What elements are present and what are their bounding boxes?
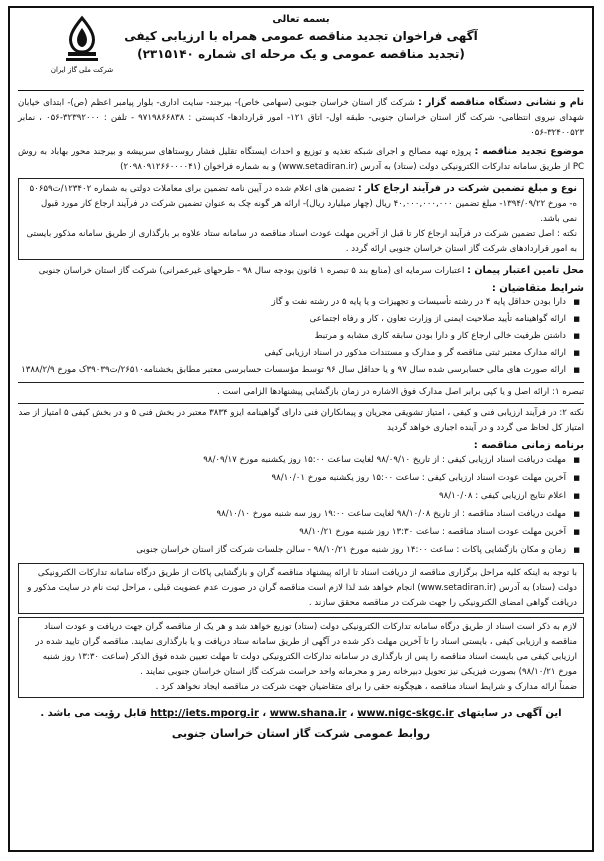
buyer-text: شرکت گاز استان خراسان جنوبی (سهامی خاص)- بیرجند- سایت اداری- بلوار پیامبر اعظم (ص)- ابتدای خیابان شهدای نیروی انتظامی- شرکت گاز استان خراسان جنوبی- طبقه اول- اتاق ۱۲۱- امور قراردادها- کدپستی : ۹۷۱۹۸۶۶۸۳۸ - تلفن : ۳۲۳۹۲۰۰۰-۰۵۶ ، نمابر ۳۲۴۰۰۵۲۳-۰۵۶ — [18, 98, 584, 138]
list-item: ■ داشتن ظرفیت خالی ارجاع کار و دارا بودن سابقه کاری مشابه و مرتبط — [18, 328, 566, 345]
list-item: ■ زمان و مکان بازگشایی پاکات : ساعت ۱۴:۰۰ روز شنبه مورخ ۹۸/۱۰/۲۱ - سالن جلسات شرکت گاز استان خراسان جنوبی — [18, 541, 566, 559]
subject-text: پروژه تهیه مصالح و اجرای شبکه تغذیه و توزیع و احداث ایستگاه تقلیل فشار روستاهای سربیشه و بیرجند محور بهاباد به روش PC از طریق سامانه تدارکات الکترونیکی دولت (ستاد) به آدرس (www.setadiran.ir) و به شماره فراخوان (۲۰۹۸۰۹۱۲۶۶۰۰۰۰۴۱) — [18, 147, 584, 172]
list-item: ■ آخرین مهلت عودت اسناد مناقصه : ساعت ۱۳:۳۰ روز شنبه مورخ ۹۸/۱۰/۲۱ — [18, 523, 566, 541]
list-item: ■ مهلت دریافت اسناد مناقصه : از تاریخ ۹۸/۱۰/۰۸ لغایت ساعت ۱۹:۰۰ روز سه شنبه مورخ ۹۸/۱۰/۱۰ — [18, 505, 566, 523]
conditions-note-2: نکته ۲: در فرآیند ارزیابی فنی و کیفی ، امتیاز تشویقی مجریان و پیمانکاران فنی دارای گواهینامه ایزو ۳۸۳۴ معتبر در بخش فنی ۵ و در بخش کیفی ۵ امتیاز از صد امتیاز کل لحاظ می گردد و در آینده اجباری خواهد گردید — [18, 403, 584, 436]
basmala: بسمه تعالی — [272, 14, 330, 25]
list-item: ■ آخرین مهلت عودت اسناد ارزیابی کیفی : ساعت ۱۵:۰۰ روز یکشنبه مورخ ۹۸/۱۰/۰۱ — [18, 469, 566, 487]
conditions-list — [18, 294, 584, 379]
funding-section — [18, 263, 584, 279]
tender-number: (تجدید مناقصه عمومی و یک مرحله ای شماره ۲۳۱۵۱۴۰) — [137, 47, 465, 61]
guarantee-box — [18, 178, 584, 260]
footer-signature: روابط عمومی شرکت گاز استان خراسان جنوبی — [171, 727, 431, 740]
subject-label: موضوع تجدید مناقصه : — [474, 146, 584, 157]
announcement-page — [8, 6, 594, 852]
page-title: آگهی فراخوان تجدید مناقصه عمومی همراه با ارزیابی کیفی — [124, 29, 478, 43]
conditions-note-1: تبصره ۱: ارائه اصل و یا کپی برابر اصل مدارک فوق الاشاره در زمان بازگشایی پیشنهادها الزامی است . — [18, 382, 584, 400]
nigc-logo — [22, 14, 142, 86]
list-item: ■ ارائه صورت های مالی حسابرسی شده سال ۹۷ و یا حداقل سال ۹۶ توسط مؤسسات حسابرسی معتبر مطابق بخشنامه۲۶۵۱۰/ت۳۹۰۳۹ک مورخ ۱۳۸۸/۲/۹ — [18, 362, 566, 379]
links-suffix: قابل رؤیت می باشد . — [40, 708, 147, 719]
remarks-paragraph-1: با توجه به اینکه کلیه مراحل برگزاری مناقصه از دریافت اسناد تا ارائه پیشنهاد مناقصه گران و بازگشایی پاکات از طریق درگاه سامانه تدارکات الکترونیکی دولت (ستاد) به آدرس (www.setadiran.ir) انجام خواهد شد لذا لازم است مناقصه گران در صورت عدم عضویت قبلی ، مراحل ثبت نام در سایت مذکور و دریافت گواهی امضای الکترونیکی را جهت شرکت در مناقصه محقق سازند . — [27, 568, 577, 608]
schedule-title: برنامه زمانی مناقصه : — [473, 440, 584, 451]
funding-text: اعتبارات سرمایه ای (منابع بند ۵ تبصره ۱ قانون بودجه سال ۹۸ - طرحهای غیرعمرانی) شرکت گاز استان خراسان جنوبی — [38, 266, 465, 276]
guarantee-text: تضمین های اعلام شده در آیین نامه تضمین برای معاملات دولتی به شماره ۱۲۳۴۰۲/ت۵۰۶۵۹ ه- مورخ ۱۳۹۴/۰۹/۲۲- مبلغ تضمین ۴۰,۰۰۰,۰۰۰,۰۰۰ ریال (چهار میلیارد ریال)- ارائه هر گونه چک به عنوان تضمین شرکت در فرآیند ارجاع کار مورد قبول نمی باشد. — [29, 184, 577, 224]
list-item: ■ مهلت دریافت اسناد ارزیابی کیفی : از تاریخ ۹۸/۰۹/۱۰ لغایت ساعت ۱۵:۰۰ روز یکشنبه مورخ ۹۸/۰۹/۱۷ — [18, 451, 566, 469]
remarks-paragraph-2: لازم به ذکر است اسناد از طریق درگاه سامانه تدارکات الکترونیکی دولت (ستاد) توزیع خواهد شد و هر یک از مناقصه گران جهت دریافت و عودت اسناد مناقصه و ارزیابی کیفی ، بایستی اسناد را تا آخرین مهلت ذکر شده در آگهی از طریق سامانه ستاد دریافت و یا بارگذاری نمایند. مناقصه گران تایید شده در ارزیابی کیفی می بایست اسناد مناقصه را پس از بارگذاری در سامانه تدارکات الکترونیکی دولت تا مهلت تعیین شده فوق الذکر (ساعت ۱۳:۳۰ روز شنبه مورخ ۹۸/۱۰/۲۱) بصورت فیزیکی نیز تحویل دبیرخانه رمز و محرمانه واحد حراست شرکت گاز استان خراسان جنوبی نمایند . — [35, 622, 577, 677]
link-shana[interactable]: www.shana.ir — [269, 708, 347, 719]
divider — [18, 90, 584, 91]
website-links: این آگهی در سایتهای http://iets.mporg.ir ، www.shana.ir ، www.nigc-skgc.ir قابل رؤیت می باشد . — [40, 708, 562, 719]
link-nigc-skgc[interactable]: www.nigc-skgc.ir — [357, 708, 454, 719]
header — [18, 12, 584, 86]
svg-text:شرکت ملی گاز ایران: شرکت ملی گاز ایران — [50, 66, 114, 74]
list-item: ■ ارائه گواهینامه تأیید صلاحیت ایمنی از وزارت تعاون ، کار و رفاه اجتماعی — [18, 311, 566, 328]
remarks-box-2 — [18, 617, 584, 698]
conditions-title: شرایط متقاضیان : — [491, 283, 584, 294]
links-prefix: این آگهی در سایتهای — [457, 708, 562, 719]
buyer-label: نام و نشانی دستگاه مناقصه گزار : — [418, 97, 584, 108]
schedule-list — [18, 451, 584, 559]
guarantee-label: نوع و مبلغ تضمین شرکت در فرآیند ارجاع کار : — [357, 183, 577, 194]
remarks-paragraph-3: ضمناً ارائه مدارک و شرایط اسناد مناقصه ، هیچگونه حقی را برای متقاضیان جهت شرکت در مناقصه ایجاد نخواهد کرد . — [155, 682, 577, 692]
list-item: ■ دارا بودن حداقل پایه ۴ در رشته تأسیسات و تجهیزات و یا پایه ۵ در رشته نفت و گاز — [18, 294, 566, 311]
link-iets[interactable]: http://iets.mporg.ir — [150, 708, 259, 719]
funding-label: محل تامین اعتبار پیمان : — [467, 265, 584, 276]
buyer-section — [18, 95, 584, 141]
subject-section — [18, 144, 584, 175]
list-item: ■ اعلام نتایج ارزیابی کیفی : ۹۸/۱۰/۰۸ — [18, 487, 566, 505]
remarks-box — [18, 563, 584, 614]
guarantee-note: نکته : اصل تضمین شرکت در فرآیند ارجاع کار تا قبل از آخرین مهلت عودت اسناد مناقصه در سامانه ستاد علاوه بر بارگذاری از طریق سامانه مذکور بایستی به امور قراردادهای شرکت گاز استان خراسان جنوبی ارائه گردد . — [26, 229, 577, 254]
list-item: ■ ارائه مدارک معتبر ثبتی مناقصه گر و مدارک و مستندات مذکور در اسناد ارزیابی کیفی — [18, 345, 566, 362]
